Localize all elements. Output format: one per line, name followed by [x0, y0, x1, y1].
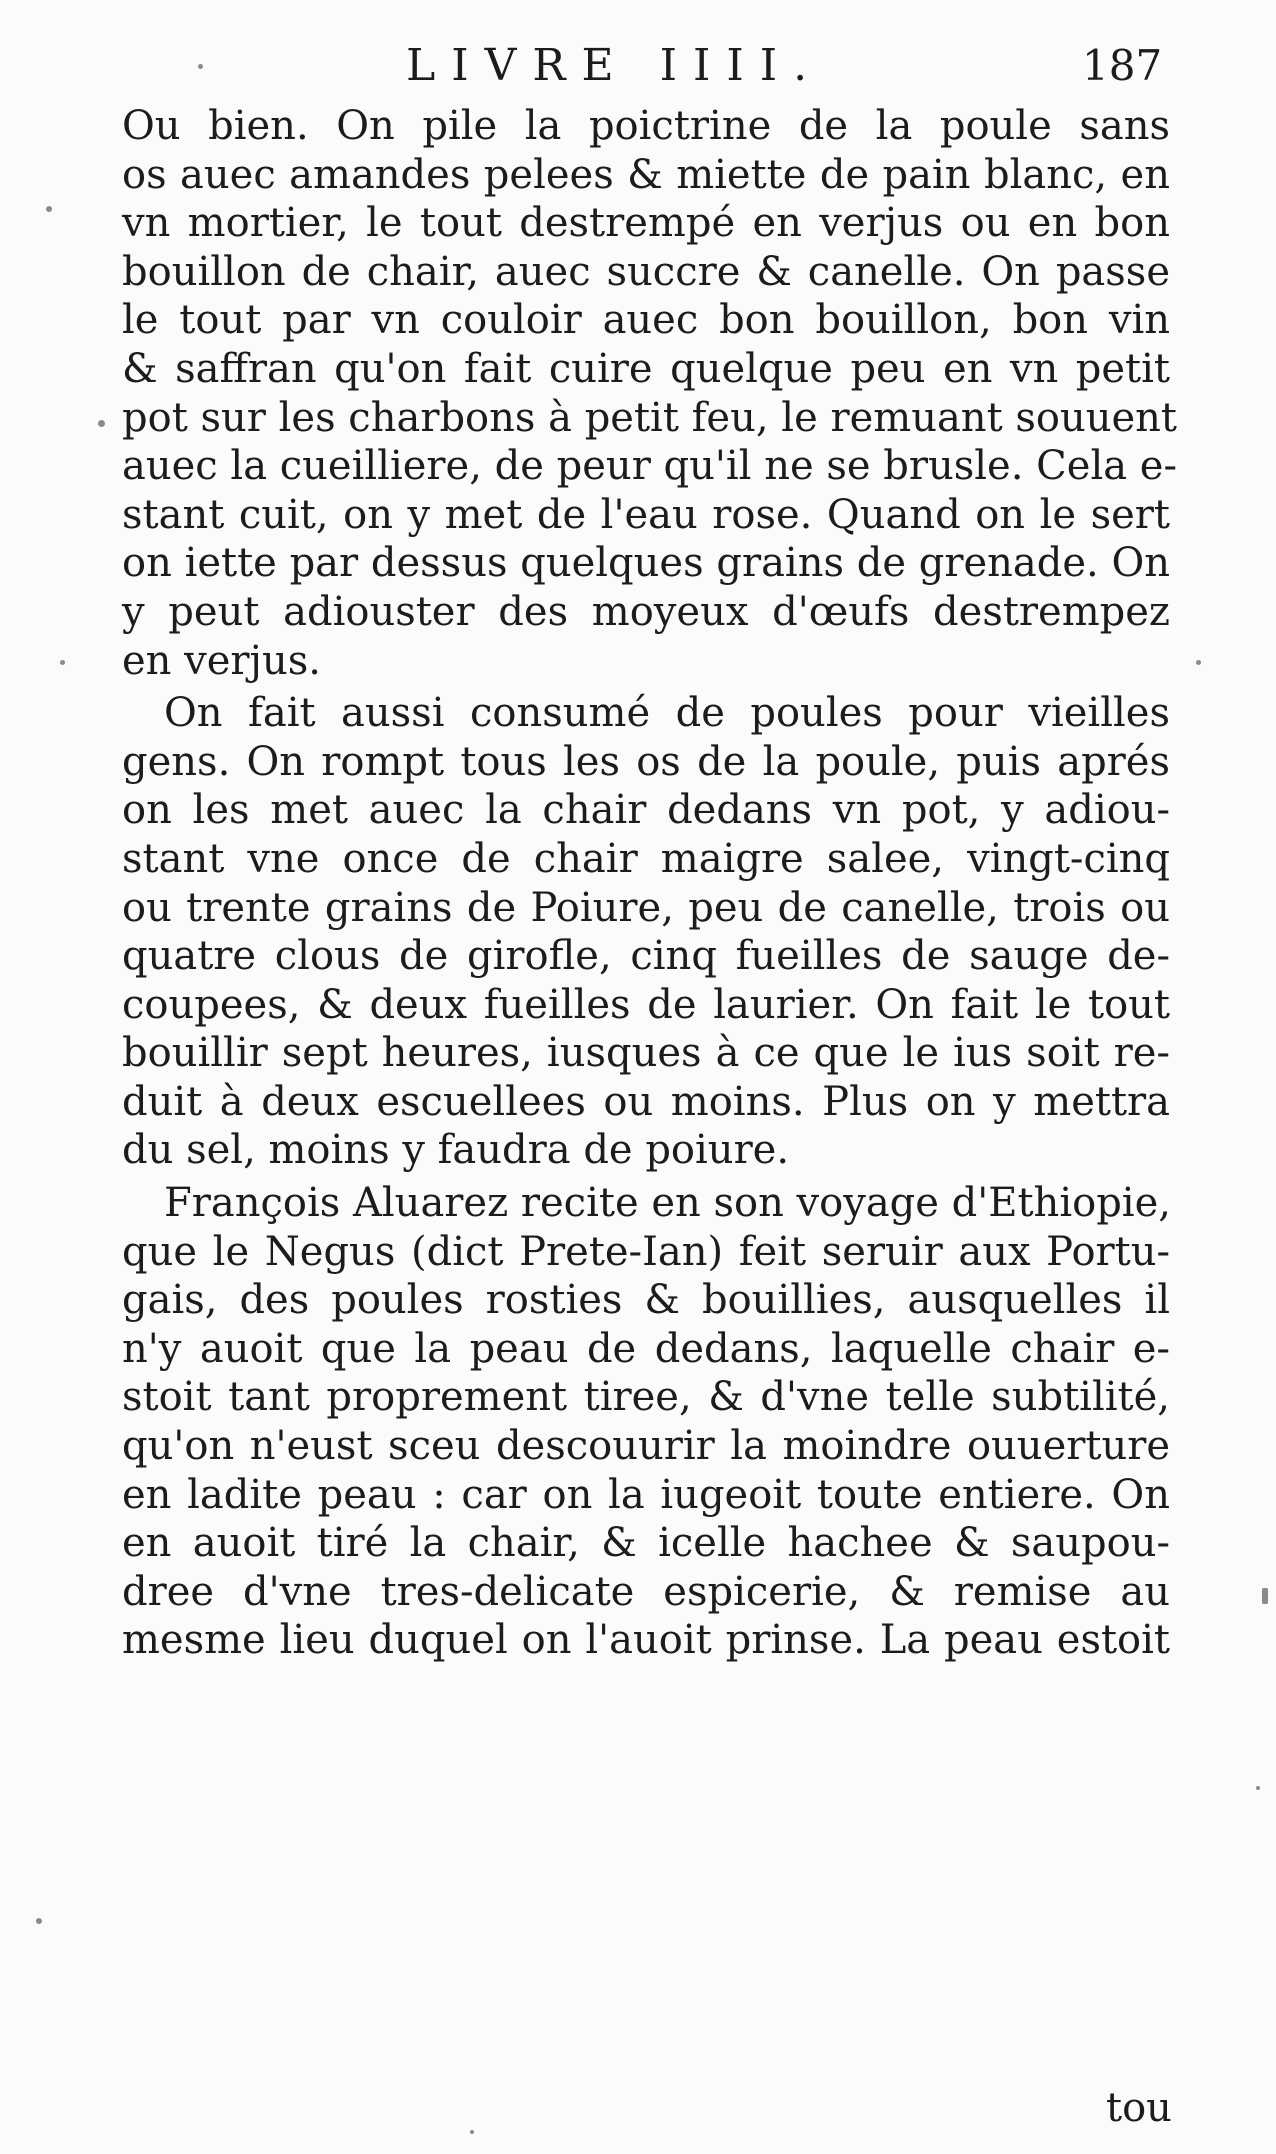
text-line: que le Negus (dict Prete-Ian) feit seruir aux Portu- [122, 1228, 1170, 1275]
running-head-title: LIVRE IIII. [406, 40, 824, 91]
text-line: dree d'vne tres-delicate espicerie, & remise au [122, 1568, 1170, 1615]
paragraph-consume-de-poules [122, 689, 1170, 1175]
paper-speck [1256, 1786, 1260, 1790]
text-line: quatre clous de girofle, cinq fueilles de sauge de- [122, 933, 1170, 980]
paper-speck [60, 660, 65, 665]
text-line: gais, des poules rosties & bouillies, ausquelles il [122, 1277, 1170, 1324]
text-line: bouillon de chair, auec succre & canelle. On passe [122, 248, 1170, 295]
text-line: auec la cueilliere, de peur qu'il ne se brusle. Cela e- [122, 443, 1177, 490]
page-number: 187 [1082, 41, 1163, 90]
paper-speck [98, 420, 105, 427]
text-line: duit à deux escuellees ou moins. Plus on y mettra [122, 1078, 1170, 1125]
text-line: vn mortier, le tout destrempé en verjus ou en bon [122, 200, 1170, 247]
text-block [122, 102, 1177, 1665]
paragraph-poule-amandes [122, 102, 1177, 685]
text-line: stant cuit, on y met de l'eau rose. Quand on le sert [122, 491, 1170, 538]
running-head [0, 36, 1276, 96]
text-line: On fait aussi consumé de poules pour vieilles [164, 690, 1170, 737]
paper-speck [198, 64, 203, 69]
text-line: mesme lieu duquel on l'auoit prinse. La peau estoit [122, 1617, 1170, 1664]
paper-speck [1262, 1588, 1268, 1604]
text-line: ou trente grains de Poiure, peu de canelle, trois ou [122, 884, 1170, 931]
paper-speck [1196, 660, 1201, 665]
text-line: y peut adiouster des moyeux d'œufs destrempez [122, 588, 1170, 635]
text-line: en ladite peau : car on la iugeoit toute entiere. On [122, 1471, 1170, 1518]
paragraph-aluarez-ethiopie [122, 1179, 1170, 1665]
text-line: en auoit tiré la chair, & icelle hachee & saupou- [122, 1520, 1170, 1567]
text-line: coupees, & deux fueilles de laurier. On fait le tout [122, 981, 1170, 1028]
text-line: stant vne once de chair maigre salee, vingt-cinq [122, 835, 1170, 882]
text-line: gens. On rompt tous les os de la poule, puis aprés [122, 738, 1170, 785]
text-line: & saffran qu'on fait cuire quelque peu en vn petit [122, 345, 1170, 392]
text-line: du sel, moins y faudra de poiure. [122, 1127, 790, 1174]
text-line: stoit tant proprement tiree, & d'vne telle subtilité, [122, 1374, 1170, 1421]
paper-speck [36, 1918, 42, 1924]
text-line: Ou bien. On pile la poictrine de la poule sans [122, 103, 1170, 149]
text-line: pot sur les charbons à petit feu, le remuant souuent [122, 394, 1177, 441]
text-line: n'y auoit que la peau de dedans, laquelle chair e- [122, 1325, 1170, 1372]
text-line: bouillir sept heures, iusques à ce que le ius soit re- [122, 1030, 1170, 1077]
text-line: en verjus. [122, 637, 321, 684]
text-line: on les met auec la chair dedans vn pot, y adiou- [122, 787, 1170, 834]
paper-speck [470, 2130, 474, 2134]
text-line: on iette par dessus quelques grains de grenade. On [122, 540, 1170, 587]
paper-speck [46, 206, 52, 212]
text-line: os auec amandes pelees & miette de pain blanc, en [122, 151, 1170, 198]
text-line: le tout par vn couloir auec bon bouillon, bon vin [122, 297, 1170, 344]
text-line: François Aluarez recite en son voyage d'Ethiopie, [164, 1180, 1171, 1227]
catchword: tou [1106, 2085, 1172, 2131]
text-line: qu'on n'eust sceu descouurir la moindre ouuerture [122, 1423, 1170, 1470]
